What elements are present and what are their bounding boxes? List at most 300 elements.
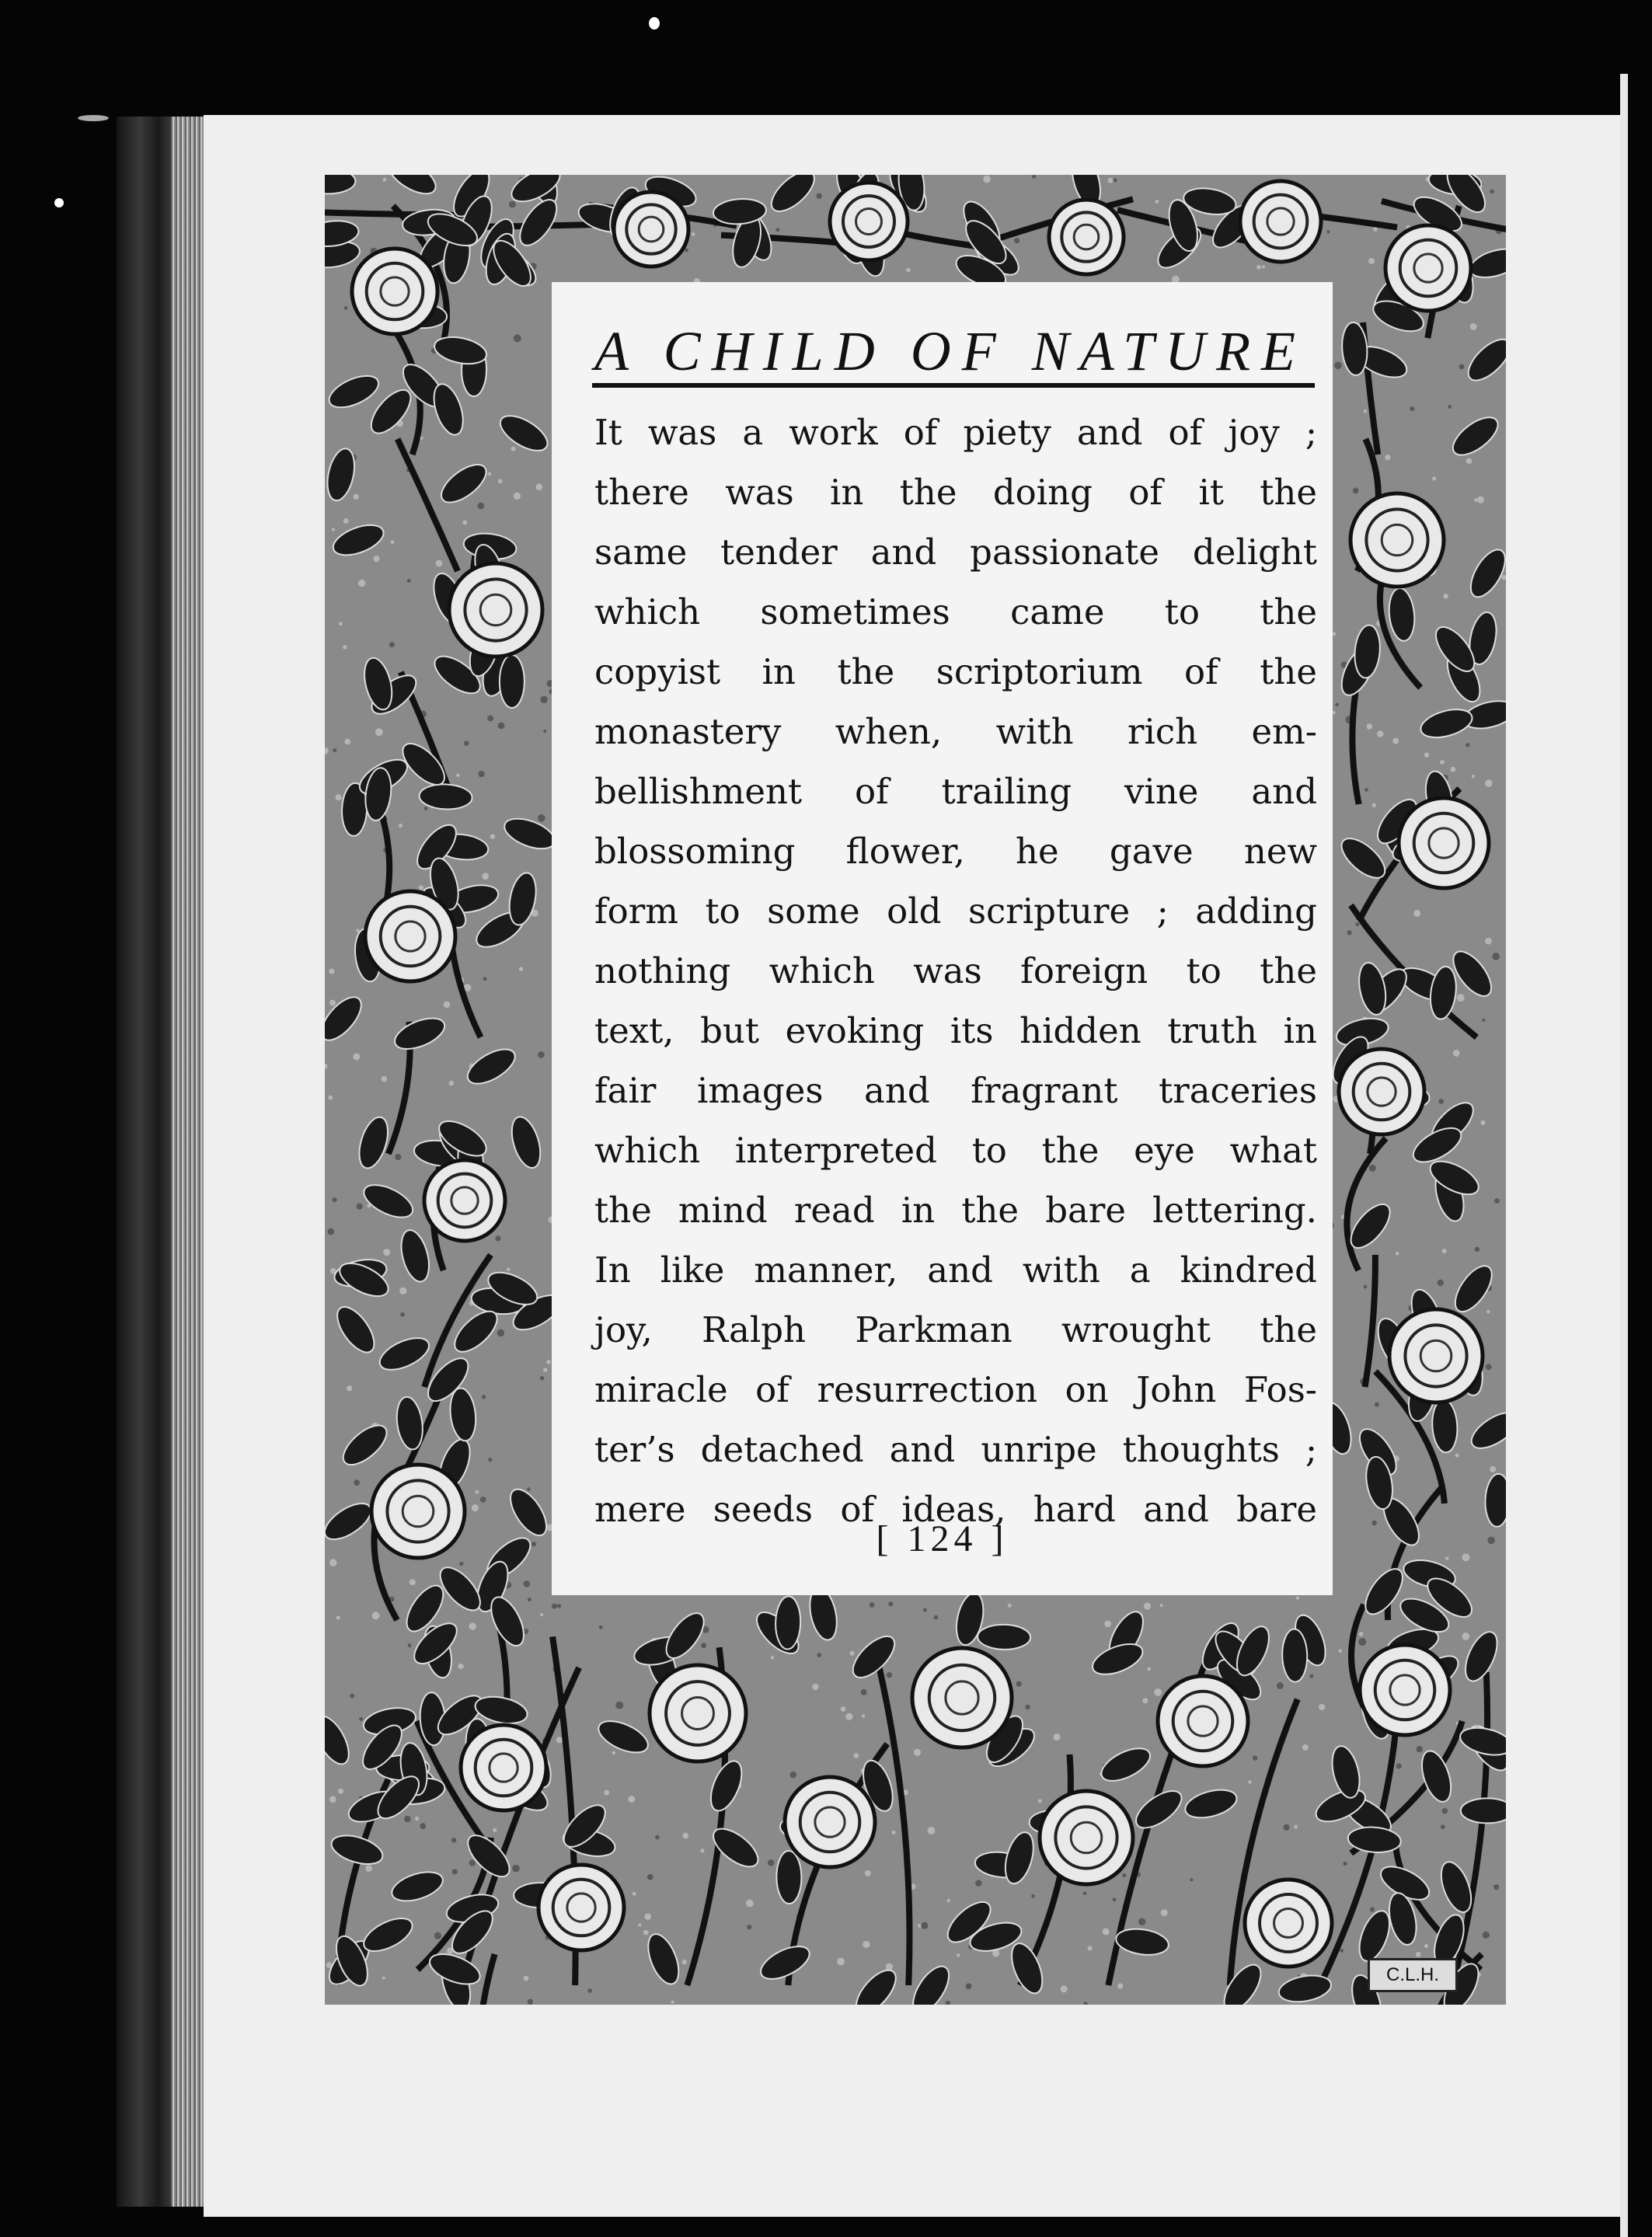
stipple-dot — [1302, 1744, 1309, 1751]
stipple-dot — [327, 1228, 334, 1235]
stipple-dot — [354, 1479, 360, 1486]
stipple-dot — [1113, 1897, 1117, 1901]
stipple-dot — [1475, 1247, 1479, 1252]
stipple-dot — [1451, 767, 1456, 772]
stipple-dot — [1424, 753, 1429, 758]
rose-bloom — [1389, 1309, 1483, 1402]
text-line: blossoming flower, he gave new — [594, 831, 1317, 872]
stipple-dot — [1326, 230, 1330, 233]
stipple-dot — [638, 1923, 641, 1926]
stipple-dot — [475, 1490, 479, 1494]
facing-page-edge — [1620, 74, 1628, 2237]
stipple-dot — [459, 1562, 463, 1566]
stipple-dot — [768, 1859, 775, 1866]
stipple-dot — [495, 1235, 500, 1241]
stipple-dot — [1486, 1364, 1492, 1370]
stipple-dot — [350, 1694, 354, 1699]
stipple-dot — [671, 2001, 674, 2004]
stipple-dot — [343, 518, 349, 524]
text-line: bellishment of trailing vine and — [594, 771, 1317, 812]
stipple-dot — [344, 739, 350, 745]
stipple-dot — [1335, 703, 1339, 707]
stipple-dot — [353, 494, 358, 500]
stipple-dot — [540, 1376, 544, 1380]
text-line: there was in the doing of it the — [594, 472, 1317, 513]
stipple-dot — [923, 1608, 927, 1612]
stipple-dot — [870, 1602, 875, 1608]
stipple-dot — [543, 730, 546, 733]
stipple-dot — [1294, 1825, 1298, 1829]
stipple-dot — [861, 1689, 867, 1695]
stipple-dot — [524, 1976, 529, 1981]
stipple-dot — [531, 1542, 536, 1546]
stipple-dot — [444, 1002, 451, 1009]
stipple-dot — [1061, 1985, 1068, 1992]
stipple-dot — [400, 1312, 405, 1317]
stipple-dot — [357, 1204, 363, 1210]
stipple-dot — [407, 579, 411, 583]
stipple-dot — [540, 696, 547, 703]
stipple-dot — [1103, 1929, 1110, 1936]
stipple-dot — [487, 716, 493, 722]
stipple-dot — [615, 1702, 623, 1709]
stipple-dot — [865, 1870, 871, 1876]
stipple-dot — [343, 645, 347, 650]
stipple-dot — [1462, 1553, 1469, 1561]
stipple-dot — [493, 1828, 497, 1832]
rose-bloom — [1040, 1791, 1133, 1884]
stipple-dot — [1377, 730, 1383, 737]
stipple-dot — [404, 1816, 411, 1823]
scan-speck — [54, 198, 64, 207]
text-panel — [552, 282, 1333, 1595]
stipple-dot — [383, 1249, 390, 1256]
stipple-dot — [771, 1656, 774, 1659]
stipple-dot — [790, 1772, 796, 1778]
stipple-dot — [933, 1615, 938, 1620]
stipple-dot — [469, 1622, 476, 1629]
stipple-dot — [1442, 1249, 1447, 1253]
stipple-dot — [434, 1932, 441, 1939]
stipple-dot — [359, 1717, 363, 1721]
stipple-dot — [1159, 1604, 1162, 1607]
stipple-dot — [1416, 1952, 1421, 1957]
stipple-dot — [1083, 1891, 1087, 1895]
stipple-dot — [599, 1625, 603, 1629]
stipple-dot — [1283, 1824, 1289, 1831]
stipple-dot — [1371, 803, 1375, 807]
stipple-dot — [850, 1651, 855, 1656]
stipple-dot — [812, 1684, 818, 1690]
stipple-dot — [353, 1054, 360, 1061]
stipple-dot — [1277, 1682, 1284, 1689]
stipple-dot — [552, 1604, 557, 1609]
stipple-dot — [408, 1643, 412, 1647]
stipple-dot — [845, 1713, 852, 1720]
stipple-dot — [528, 1999, 533, 2005]
stipple-dot — [498, 722, 505, 729]
rose-bloom — [538, 1865, 624, 1950]
text-line: In like manner, and with a kindred — [594, 1249, 1317, 1291]
stipple-dot — [464, 740, 469, 746]
rose-bloom — [1245, 1880, 1332, 1967]
stipple-dot — [1138, 1918, 1145, 1925]
stipple-dot — [415, 1817, 419, 1821]
stipple-dot — [1339, 1649, 1343, 1653]
stipple-dot — [682, 1833, 688, 1839]
stipple-dot — [373, 556, 379, 562]
rose-bloom — [1339, 1049, 1424, 1134]
stipple-dot — [511, 447, 516, 451]
stipple-dot — [1155, 200, 1159, 204]
stipple-dot — [420, 1823, 426, 1829]
stipple-dot — [1142, 1698, 1148, 1703]
stipple-dot — [488, 1458, 492, 1462]
stipple-dot — [1459, 364, 1464, 369]
stipple-dot — [1375, 1402, 1379, 1406]
stipple-dot — [482, 873, 489, 880]
stipple-dot — [1424, 1944, 1428, 1948]
stipple-dot — [1494, 1198, 1500, 1204]
stipple-dot — [1368, 258, 1375, 264]
stipple-dot — [333, 748, 336, 752]
stipple-dot — [1385, 455, 1390, 460]
stipple-dot — [1485, 779, 1493, 787]
stipple-dot — [1248, 1780, 1252, 1784]
illustrator-monogram: C.L.H. — [1368, 1958, 1458, 1992]
stipple-dot — [647, 1874, 653, 1880]
rose-bloom — [1385, 225, 1471, 311]
stipple-dot — [347, 1385, 352, 1391]
title-rule — [592, 383, 1315, 388]
stipple-dot — [538, 814, 545, 822]
stipple-dot — [1472, 775, 1475, 778]
stipple-dot — [747, 1925, 751, 1929]
stipple-dot — [339, 622, 343, 625]
stipple-dot — [1413, 910, 1420, 917]
text-line: It was a work of piety and of joy ; — [594, 412, 1317, 453]
stipple-dot — [436, 560, 443, 567]
stipple-dot — [336, 1615, 340, 1619]
stipple-dot — [863, 1941, 870, 1948]
text-line: fair images and fragrant traceries — [594, 1070, 1317, 1111]
stipple-dot — [356, 929, 359, 932]
stipple-dot — [1296, 1596, 1299, 1599]
stipple-dot — [837, 1958, 845, 1966]
stipple-dot — [1490, 1466, 1496, 1472]
stipple-dot — [643, 1930, 649, 1936]
stipple-dot — [1443, 594, 1448, 598]
stipple-dot — [886, 1963, 893, 1970]
stipple-dot — [382, 1076, 387, 1082]
rose-bloom — [352, 249, 437, 334]
stipple-dot — [1477, 497, 1484, 503]
stipple-dot — [528, 1598, 531, 1601]
stipple-dot — [399, 1287, 406, 1294]
stipple-dot — [1492, 953, 1500, 960]
stipple-dot — [536, 483, 543, 490]
stipple-dot — [1490, 190, 1494, 194]
stipple-dot — [424, 807, 428, 810]
stipple-dot — [480, 1497, 486, 1503]
stipple-dot — [1053, 1734, 1060, 1740]
stipple-dot — [477, 503, 484, 510]
stipple-dot — [329, 1000, 336, 1006]
stipple-dot — [1334, 361, 1342, 369]
text-line: ter’s detached and unripe thoughts ; — [594, 1429, 1317, 1470]
stipple-dot — [682, 1960, 687, 1964]
stipple-dot — [391, 540, 395, 544]
stipple-dot — [892, 1831, 896, 1835]
scan-speck — [649, 17, 660, 30]
stipple-dot — [490, 834, 495, 838]
text-line: which sometimes came to the — [594, 591, 1317, 632]
stipple-dot — [328, 1096, 333, 1100]
stipple-dot — [329, 1559, 337, 1566]
text-line: mere seeds of ideas, hard and bare — [594, 1489, 1317, 1530]
stipple-dot — [469, 1859, 476, 1866]
rose-bloom — [1240, 181, 1321, 262]
stipple-dot — [419, 885, 423, 890]
stipple-dot — [1309, 1674, 1313, 1678]
stipple-dot — [1367, 723, 1373, 730]
stipple-dot — [1364, 409, 1368, 413]
stipple-dot — [556, 1737, 563, 1743]
stipple-dot — [1370, 1907, 1375, 1911]
stipple-dot — [449, 1081, 455, 1086]
stipple-dot — [1442, 1808, 1448, 1814]
stipple-dot — [1038, 1799, 1042, 1803]
text-line: form to some old scripture ; adding — [594, 890, 1317, 932]
stipple-dot — [451, 1838, 456, 1842]
stipple-dot — [514, 493, 521, 500]
stipple-dot — [1410, 406, 1414, 411]
stipple-dot — [1262, 265, 1265, 268]
stipple-dot — [1482, 1019, 1485, 1022]
rose-bloom — [912, 1648, 1012, 1747]
stipple-dot — [1025, 1705, 1030, 1709]
leaf — [500, 655, 525, 708]
stipple-dot — [487, 472, 491, 476]
stipple-dot — [1031, 1894, 1035, 1898]
stipple-dot — [628, 1796, 635, 1803]
stipple-dot — [1441, 1824, 1445, 1829]
rose-bloom — [461, 1725, 546, 1810]
scan-speck — [78, 115, 109, 121]
rose-bloom — [365, 891, 455, 981]
stipple-dot — [546, 1360, 551, 1364]
rose-bloom — [1399, 798, 1489, 888]
stipple-dot — [462, 520, 467, 524]
stipple-dot — [1483, 1932, 1490, 1939]
stipple-dot — [498, 479, 503, 483]
stipple-dot — [1353, 488, 1359, 494]
leaf — [1282, 1629, 1308, 1682]
stipple-dot — [382, 1977, 385, 1980]
rose-bloom — [1158, 1676, 1248, 1766]
stipple-dot — [1117, 1983, 1123, 1988]
stipple-dot — [644, 1913, 650, 1919]
stipple-dot — [1466, 458, 1472, 464]
stipple-dot — [701, 1643, 706, 1648]
stipple-dot — [410, 1579, 416, 1585]
stipple-dot — [1088, 1946, 1093, 1950]
stipple-dot — [887, 1672, 892, 1678]
stipple-dot — [338, 1789, 343, 1794]
stipple-dot — [478, 771, 484, 777]
stipple-dot — [841, 1706, 846, 1712]
stipple-dot — [914, 1749, 921, 1756]
stipple-dot — [483, 977, 487, 981]
stipple-dot — [928, 1827, 936, 1835]
stipple-dot — [497, 1329, 504, 1336]
stipple-dot — [458, 1664, 463, 1669]
stipple-dot — [1147, 1667, 1151, 1671]
stipple-dot — [685, 249, 688, 253]
page-title: A CHILD OF NATURE — [594, 320, 1307, 382]
stipple-dot — [1253, 1755, 1257, 1760]
stipple-dot — [1448, 405, 1452, 409]
stipple-dot — [1440, 760, 1445, 765]
stipple-dot — [1417, 1746, 1423, 1752]
text-line: copyist in the scriptorium of the — [594, 651, 1317, 692]
rose-bloom — [1360, 1645, 1450, 1735]
text-line: text, but evoking its hidden truth in — [594, 1010, 1317, 1051]
stipple-dot — [1462, 1632, 1469, 1640]
stipple-dot — [983, 176, 991, 183]
stipple-dot — [365, 1865, 372, 1872]
stipple-dot — [557, 1604, 561, 1608]
stipple-dot — [1457, 994, 1465, 1002]
stipple-dot — [1486, 1310, 1490, 1314]
leaf — [1461, 1798, 1506, 1823]
stipple-dot — [332, 528, 335, 531]
stipple-dot — [344, 306, 348, 310]
stipple-dot — [966, 1983, 972, 1989]
stipple-dot — [336, 794, 342, 800]
stipple-dot — [1438, 1280, 1444, 1286]
stipple-dot — [1470, 323, 1477, 330]
stipple-dot — [472, 1504, 479, 1511]
stipple-dot — [512, 1865, 520, 1873]
stipple-dot — [329, 1796, 336, 1803]
stipple-dot — [1355, 922, 1359, 926]
stipple-dot — [1432, 476, 1436, 480]
stipple-dot — [1319, 1704, 1325, 1710]
stipple-dot — [1396, 1763, 1402, 1768]
stipple-dot — [906, 268, 911, 273]
stipple-dot — [1340, 1949, 1344, 1953]
stipple-dot — [333, 1197, 337, 1202]
stipple-dot — [817, 1653, 821, 1657]
stipple-dot — [507, 1267, 511, 1271]
stipple-dot — [383, 178, 387, 182]
stipple-dot — [746, 1900, 754, 1908]
stipple-dot — [1343, 1862, 1347, 1866]
stipple-dot — [389, 642, 395, 647]
text-line: miracle of resurrection on John Fos- — [594, 1369, 1317, 1410]
stipple-dot — [540, 1613, 543, 1616]
stipple-dot — [1144, 1602, 1151, 1609]
stipple-dot — [1008, 1604, 1012, 1608]
stipple-dot — [482, 1395, 486, 1399]
stipple-dot — [524, 1580, 531, 1587]
text-line: monastery when, with rich em- — [594, 711, 1317, 752]
stipple-dot — [1453, 1050, 1460, 1057]
stipple-dot — [816, 193, 821, 198]
stipple-dot — [975, 1880, 981, 1886]
stipple-dot — [1396, 1252, 1399, 1256]
stipple-dot — [1122, 1873, 1126, 1877]
stipple-dot — [1358, 1638, 1366, 1646]
stipple-dot — [375, 728, 383, 736]
stipple-dot — [633, 1892, 636, 1896]
text-line: joy, Ralph Parkman wrought the — [594, 1309, 1317, 1350]
stipple-dot — [527, 1487, 531, 1491]
stipple-dot — [655, 1835, 660, 1840]
stipple-dot — [1369, 1165, 1376, 1172]
stipple-dot — [888, 1601, 893, 1606]
stipple-dot — [1108, 178, 1114, 183]
rose-bloom — [449, 563, 542, 657]
stipple-dot — [1371, 1521, 1376, 1525]
page-number: [ 124 ] — [876, 1518, 1009, 1559]
stipple-dot — [587, 1988, 592, 1993]
stipple-dot — [1373, 227, 1378, 232]
stipple-dot — [1466, 743, 1469, 747]
stipple-dot — [1014, 238, 1019, 243]
stipple-dot — [1364, 788, 1368, 792]
stipple-dot — [1493, 1884, 1499, 1890]
stipple-dot — [1392, 738, 1399, 744]
stipple-dot — [538, 1051, 545, 1058]
stipple-dot — [1114, 178, 1117, 182]
text-line: which interpreted to the eye what — [594, 1130, 1317, 1171]
stipple-dot — [1016, 1681, 1022, 1686]
rose-bloom — [650, 1665, 746, 1761]
stipple-dot — [1154, 1688, 1162, 1696]
stipple-dot — [1104, 1621, 1111, 1628]
stipple-dot — [1480, 1120, 1485, 1125]
stipple-dot — [372, 1612, 380, 1619]
rose-bloom — [424, 1160, 505, 1241]
stipple-dot — [395, 1154, 401, 1160]
stipple-dot — [1256, 265, 1261, 270]
stipple-dot — [946, 1899, 950, 1903]
stipple-dot — [1487, 1537, 1494, 1544]
text-line: the mind read in the bare lettering. — [594, 1190, 1317, 1231]
stipple-dot — [921, 1922, 928, 1929]
stipple-dot — [604, 1790, 609, 1796]
rose-bloom — [1351, 493, 1444, 587]
leaf — [978, 1624, 1031, 1650]
body-text — [594, 402, 1317, 1539]
stipple-dot — [854, 1753, 859, 1758]
leaf — [776, 1851, 802, 1904]
stipple-dot — [1485, 938, 1492, 945]
stipple-dot — [700, 1848, 704, 1852]
stipple-dot — [514, 334, 521, 342]
stipple-dot — [692, 232, 695, 236]
text-line: nothing which was foreign to the — [594, 950, 1317, 991]
stipple-dot — [358, 580, 365, 587]
stipple-dot — [1438, 1099, 1444, 1104]
stipple-dot — [1347, 930, 1351, 935]
stipple-dot — [862, 1714, 865, 1717]
stipple-dot — [1445, 1556, 1449, 1560]
leaf — [775, 1596, 801, 1650]
text-line: same tender and passionate delight — [594, 531, 1317, 573]
